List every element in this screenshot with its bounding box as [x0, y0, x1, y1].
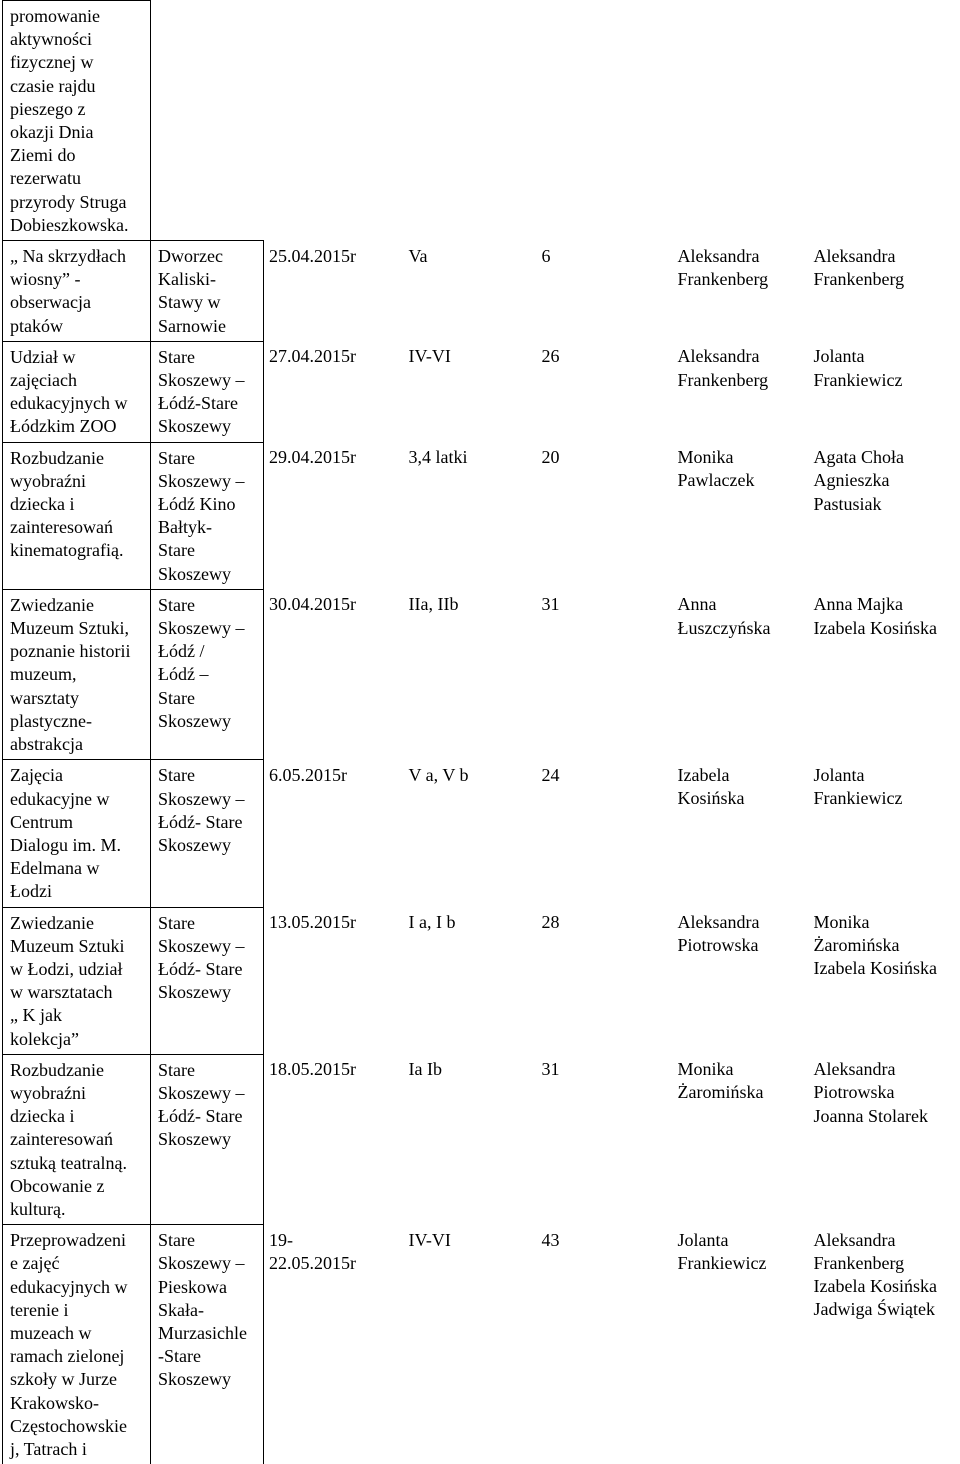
trip-description: Udział w zajęciach edukacyjnych w Łódzkim ZOO	[3, 341, 151, 442]
trip-count: 31	[541, 594, 560, 615]
trip-class	[404, 1, 537, 241]
trip-place: Stare Skoszewy – Łódź- Stare Skoszewy	[151, 907, 264, 1054]
trip-class: Va	[408, 245, 428, 266]
trip-count: 6	[541, 245, 551, 266]
trip-leader: Jolanta Frankiewicz	[677, 1229, 767, 1273]
trip-date: 13.05.2015r	[269, 912, 356, 933]
trip-count: 24	[541, 764, 560, 785]
trip-place: Dworzec Kaliski- Stawy w Sarnowie	[151, 241, 264, 342]
trip-guardians: Monika Żaromińska Izabela Kosińska	[813, 912, 937, 979]
trip-class: IV-VI	[408, 346, 451, 367]
trip-count: 20	[541, 447, 560, 468]
trip-place: Stare Skoszewy – Łódź Kino Bałtyk- Stare Skoszewy	[151, 442, 264, 589]
trip-description: Zwiedzanie Muzeum Sztuki w Łodzi, udział w warsztatach „ K jak kolekcja”	[3, 907, 151, 1054]
excursion-schedule-table	[2, 0, 960, 1464]
trip-place: Stare Skoszewy – Łódź- Stare Skoszewy	[151, 760, 264, 907]
trip-description: „ Na skrzydłach wiosny” - obserwacja ptaków	[3, 241, 151, 342]
trip-count: 28	[541, 912, 560, 933]
trip-class: 3,4 latki	[408, 447, 468, 468]
trip-leader: Aleksandra Frankenberg	[677, 346, 769, 390]
trip-date: 29.04.2015r	[269, 447, 356, 468]
trip-guardians: Jolanta Frankiewicz	[813, 346, 903, 390]
table-row	[3, 589, 960, 759]
table-row	[3, 907, 960, 1054]
table-row	[3, 1, 960, 241]
trip-guardians: Agata Choła Agnieszka Pastusiak	[813, 447, 904, 514]
trip-guardians: Aleksandra Frankenberg	[813, 245, 905, 289]
trip-date: 6.05.2015r	[269, 764, 347, 785]
table-row	[3, 1054, 960, 1224]
trip-description: Zajęcia edukacyjne w Centrum Dialogu im. M. Edelmana w Łodzi	[3, 760, 151, 907]
trip-description: Przeprowadzeni e zajęć edukacyjnych w terenie i muzeach w ramach zielonej szkoły w Jurze Krakowsko- Częstochowskie j, Tatrach i	[3, 1225, 151, 1464]
trip-class: IIa, IIb	[408, 594, 459, 615]
table-row	[3, 1225, 960, 1464]
trip-place: Stare Skoszewy – Łódź-Stare Skoszewy	[151, 341, 264, 442]
trip-description: promowanie aktywności fizycznej w czasie rajdu pieszego z okazji Dnia Ziemi do rezerwatu przyrody Struga Dobieszkowska.	[3, 1, 151, 241]
trip-count: 26	[541, 346, 560, 367]
trip-guardians: Anna Majka Izabela Kosińska	[813, 594, 937, 638]
table-row	[3, 241, 960, 342]
trip-leader: Monika Pawlaczek	[677, 447, 755, 491]
trip-guardians: Aleksandra Piotrowska Joanna Stolarek	[813, 1059, 928, 1126]
trip-description: Rozbudzanie wyobraźni dziecka i zainteresowań kinematografią.	[3, 442, 151, 589]
trip-place: Stare Skoszewy – Łódź- Stare Skoszewy	[151, 1054, 264, 1224]
trip-date: 18.05.2015r	[269, 1059, 356, 1080]
trip-place: Stare Skoszewy – Pieskowa Skała- Murzasichle -Stare Skoszewy	[151, 1225, 264, 1464]
trip-date	[264, 1, 404, 241]
trip-date: 30.04.2015r	[269, 594, 356, 615]
table-row	[3, 442, 960, 589]
trip-leader: Aleksandra Frankenberg	[677, 245, 769, 289]
trip-date: 19- 22.05.2015r	[269, 1229, 356, 1273]
trip-class: I a, I b	[408, 912, 456, 933]
trip-place	[151, 1, 264, 241]
trip-leader: Izabela Kosińska	[677, 764, 745, 808]
trip-place: Stare Skoszewy – Łódź / Łódź – Stare Skoszewy	[151, 589, 264, 759]
trip-description: Zwiedzanie Muzeum Sztuki, poznanie historii muzeum, warsztaty plastyczne- abstrakcja	[3, 589, 151, 759]
trip-leader: Anna Łuszczyńska	[677, 594, 771, 638]
trip-leader: Monika Żaromińska	[677, 1059, 764, 1103]
trip-count: 31	[541, 1059, 560, 1080]
trip-description: Rozbudzanie wyobraźni dziecka i zainteresowań sztuką teatralną. Obcowanie z kulturą.	[3, 1054, 151, 1224]
trip-date: 25.04.2015r	[269, 245, 356, 266]
trip-guardians	[809, 1, 960, 241]
table-row	[3, 341, 960, 442]
trip-guardians: Jolanta Frankiewicz	[813, 764, 903, 808]
trip-date: 27.04.2015r	[269, 346, 356, 367]
trip-class: V a, V b	[408, 764, 469, 785]
trip-guardians: Aleksandra Frankenberg Izabela Kosińska Jadwiga Świątek	[813, 1229, 937, 1320]
trip-count	[537, 1, 673, 241]
table-row	[3, 760, 960, 907]
trip-leader: Aleksandra Piotrowska	[677, 912, 760, 956]
trip-leader	[673, 1, 809, 241]
trip-class: IV-VI	[408, 1229, 451, 1250]
trip-count: 43	[541, 1229, 560, 1250]
trip-class: Ia Ib	[408, 1059, 442, 1080]
